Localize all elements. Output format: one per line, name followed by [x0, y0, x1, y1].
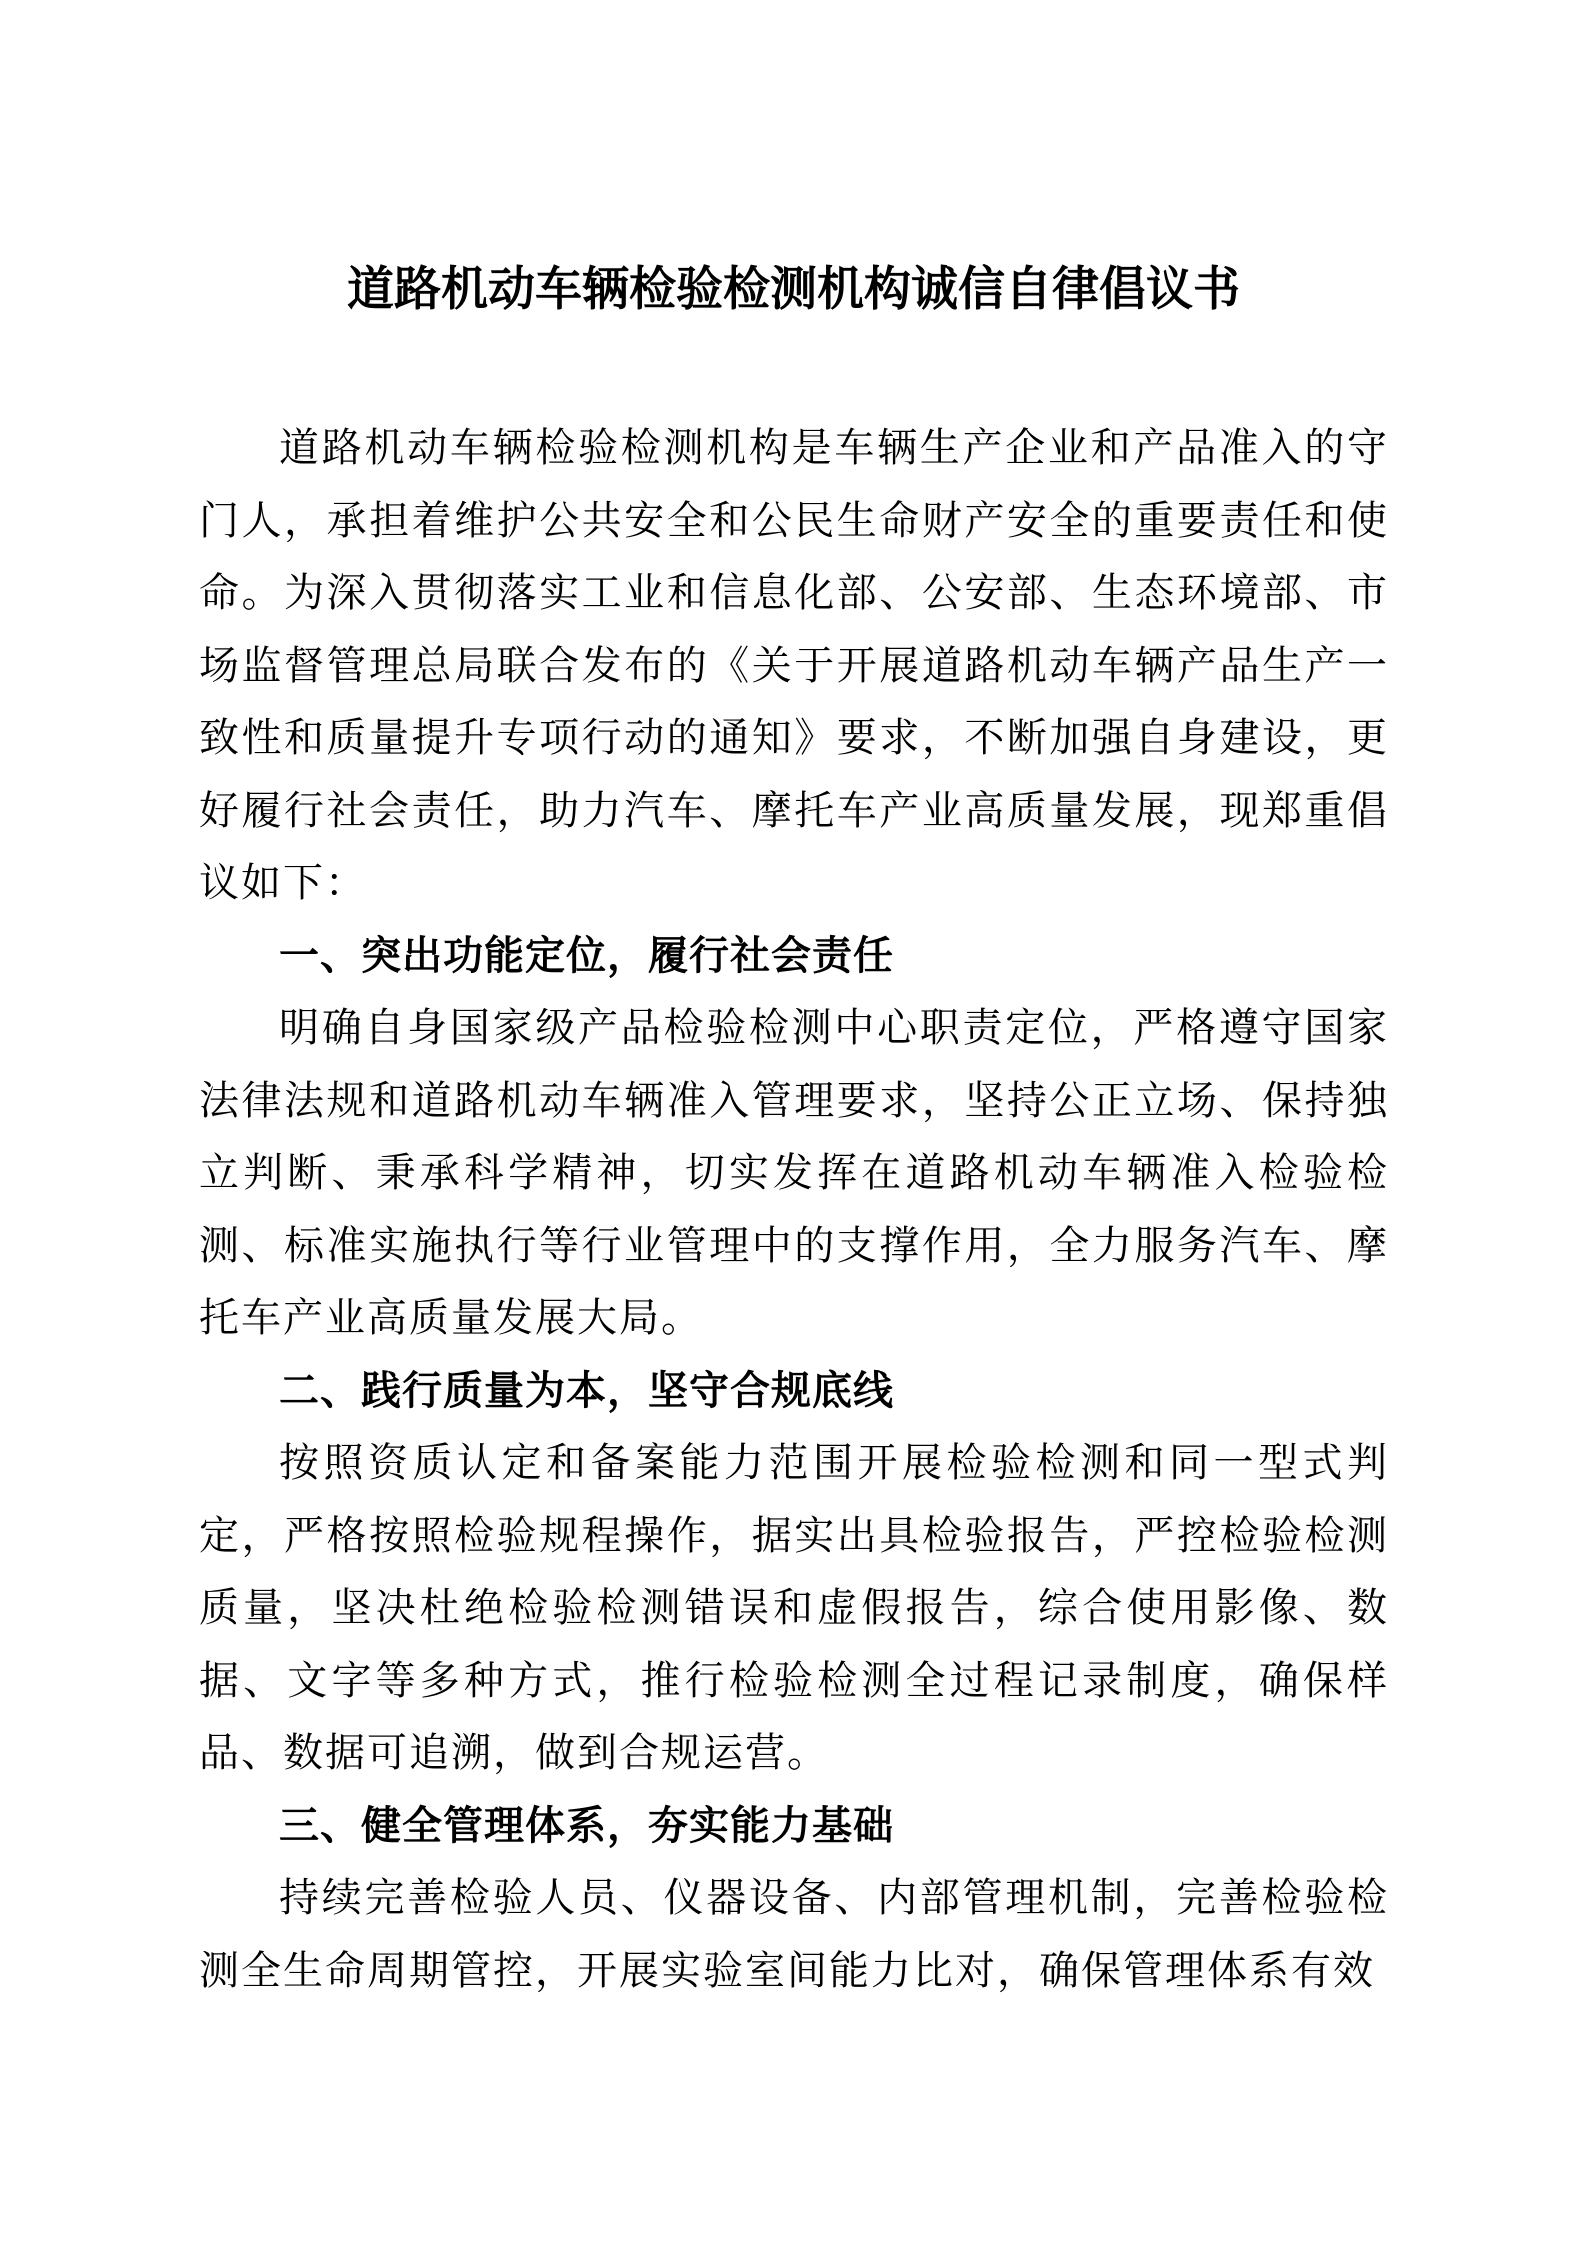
intro-paragraph: 道路机动车辆检验检测机构是车辆生产企业和产品准入的守门人，承担着维护公共安全和公民生命财产安全的重要责任和使命。为深入贯彻落实工业和信息化部、公安部、生态环境部、市场监督管理总局联合发布的《关于开展道路机动车辆产品生产一致性和质量提升专项行动的通知》要求，不断加强自身建设，更好履行社会责任，助力汽车、摩托车产业高质量发展，现郑重倡议如下：: [199, 425, 1389, 906]
document-body: [199, 412, 1389, 2007]
document-title: 道路机动车辆检验检测机构诚信自律倡议书: [347, 262, 1240, 317]
section-1-paragraph: 明确自身国家级产品检验检测中心职责定位，严格遵守国家法律法规和道路机动车辆准入管理要求，坚持公正立场、保持独立判断、秉承科学精神，切实发挥在道路机动车辆准入检验检测、标准实施执行等行业管理中的支撑作用，全力服务汽车、摩托车产业高质量发展大局。: [199, 1005, 1389, 1341]
section-2-heading: 二、践行质量为本，坚守合规底线: [279, 1367, 894, 1414]
section-1-heading: 一、突出功能定位，履行社会责任: [279, 932, 894, 979]
section-2-paragraph: 按照资质认定和备案能力范围开展检验检测和同一型式判定，严格按照检验规程操作，据实出具检验报告，严控检验检测质量，坚决杜绝检验检测错误和虚假报告，综合使用影像、数据、文字等多种方式，推行检验检测全过程记录制度，确保样品、数据可追溯，做到合规运营。: [199, 1440, 1389, 1776]
section-3-heading: 三、健全管理体系，夯实能力基础: [279, 1802, 894, 1849]
section-3-paragraph: 持续完善检验人员、仪器设备、内部管理机制，完善检验检测全生命周期管控，开展实验室间能力比对，确保管理体系有效: [199, 1875, 1389, 1994]
